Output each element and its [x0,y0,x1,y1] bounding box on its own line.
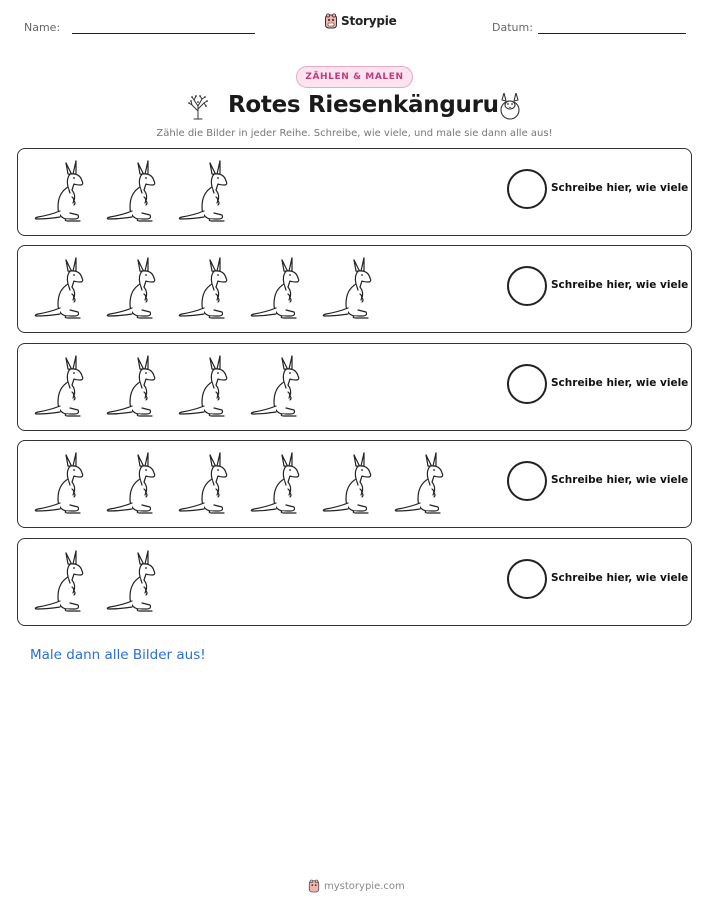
kangaroo-icon [30,352,102,422]
kangaroo-icon [390,449,462,519]
kangaroo-icon [102,547,174,617]
answer-circle[interactable] [507,169,547,209]
kangaroo-icon [246,352,318,422]
name-line [72,33,255,34]
instructions-subtitle: Zähle die Bilder in jeder Reihe. Schreibe, wie viele, und male sie dann alle aus! [156,128,553,139]
kangaroo-group [30,254,390,324]
storypie-logo-icon [308,879,320,893]
kangaroo-icon [174,254,246,324]
kangaroo-icon [30,547,102,617]
answer-circle[interactable] [507,559,547,599]
kangaroo-group [30,352,318,422]
answer-circle[interactable] [507,364,547,404]
count-row [17,343,692,431]
kangaroo-icon [102,254,174,324]
footer [308,879,405,893]
answer-label: Schreibe hier, wie viele [551,279,689,291]
answer-circle[interactable] [507,266,547,306]
count-row [17,538,692,626]
date-label: Datum: [492,21,533,34]
category-badge: ZÄHLEN & MALEN [296,66,413,88]
kangaroo-icon [30,449,102,519]
answer-circle[interactable] [507,461,547,501]
footer-url: mystorypie.com [324,880,405,892]
tree-icon [184,93,212,121]
kangaroo-icon [318,449,390,519]
answer-label: Schreibe hier, wie viele [551,572,689,584]
kangaroo-icon [174,157,246,227]
coloring-instruction: Male dann alle Bilder aus! [30,647,206,663]
kangaroo-group [30,157,246,227]
page-title: Rotes Riesenkänguru [228,92,499,118]
kangaroo-head-icon [497,91,523,121]
kangaroo-icon [318,254,390,324]
count-row [17,148,692,236]
brand-logo [324,13,397,29]
kangaroo-icon [174,352,246,422]
kangaroo-icon [30,157,102,227]
kangaroo-icon [102,449,174,519]
answer-label: Schreibe hier, wie viele [551,182,689,194]
name-label: Name: [24,21,61,34]
brand-name: Storypie [341,14,397,28]
date-line [538,33,686,34]
storypie-logo-icon [324,13,338,29]
count-row [17,440,692,528]
kangaroo-icon [246,449,318,519]
kangaroo-icon [174,449,246,519]
answer-label: Schreibe hier, wie viele [551,377,689,389]
kangaroo-icon [246,254,318,324]
count-row [17,245,692,333]
kangaroo-icon [30,254,102,324]
answer-label: Schreibe hier, wie viele [551,474,689,486]
kangaroo-group [30,547,174,617]
kangaroo-icon [102,157,174,227]
kangaroo-group [30,449,462,519]
kangaroo-icon [102,352,174,422]
